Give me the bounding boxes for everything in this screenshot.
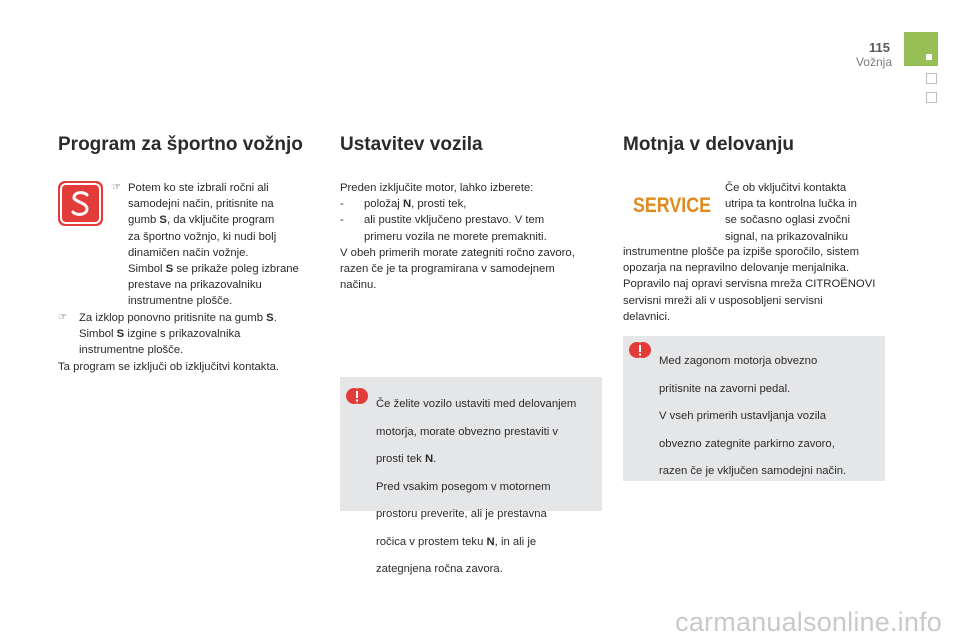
pointer-icon: ☞	[112, 182, 121, 193]
sport-bullet-2: ☞ Za izklop ponovno pritisnite na gumb S. Simbol S izgine s prikazovalnika instrumentne plošče. Ta program se izključi ob izključitvi kontakta.	[58, 310, 328, 375]
section-tab[interactable]	[926, 73, 937, 84]
section-name: Vožnja	[855, 55, 892, 69]
sport-bullet-1: ☞ Potem ko ste izbrali ročni ali samodejni način, pritisnite na gumb S, da vključite program za športno vožnjo, ki nudi bolj dinamičen način vožnje. Simbol S se prikaže poleg izbrane prestave na prikazovalniku instrumentne plošče.	[112, 182, 299, 308]
section-tab[interactable]	[926, 92, 937, 103]
warning-icon	[346, 388, 368, 404]
malfunction-warning-box: Med zagonom motorja obvezno pritisnite na zavorni pedal. V vseh primerih ustavljanja vozila obvezno zategnite parkirno zavoro, razen če je vključen samodejni način.	[623, 336, 885, 481]
tab-marker	[926, 54, 932, 60]
section-title-sport: Program za športno vožnjo	[58, 134, 303, 155]
section-tab-active[interactable]	[904, 32, 938, 66]
service-warning-icon	[632, 192, 712, 216]
page-number: 115	[869, 40, 890, 55]
section-title-stop: Ustavitev vozila	[340, 134, 483, 155]
malfunction-text-top: Če ob vključitvi kontakta utripa ta kontrolna lučka in se sočasno oglasi zvočni signal, na prikazovalniku	[725, 182, 857, 243]
sport-note: Ta program se izključi ob izključitvi kontakta.	[58, 360, 280, 373]
sport-s-icon	[58, 181, 103, 226]
stop-text: Preden izključite motor, lahko izberete: - položaj N, prosti tek, - ali pustite vključeno prestavo. V tem primeru vozila ne morete premakniti. V obeh primerih morate zategniti ročno zavoro, razen če je ta programirana v samodejnem načinu.	[340, 182, 575, 292]
stop-warning-box: Če želite vozilo ustaviti med delovanjem motorja, morate obvezno prestaviti v prosti tek N. Pred vsakim posegom v motornem prostoru preverite, ali je prestavna ročica v prostem teku N, in ali je zategnjena ročna zavora.	[340, 377, 602, 511]
warning-icon	[629, 342, 651, 358]
watermark: carmanualsonline.info	[675, 607, 942, 637]
service-icon-text: SERVICE	[633, 194, 711, 217]
malfunction-text: instrumentne plošče pa izpiše sporočilo, sistem opozarja na nepravilno delovanje menjalnika. Popravilo naj opravi servisna mreža CITROËNOVI servisni mreži ali v usposobljeni servisni delavnici.	[623, 246, 876, 323]
pointer-icon: ☞	[58, 312, 67, 323]
section-title-malfunction: Motnja v delovanju	[623, 134, 795, 155]
